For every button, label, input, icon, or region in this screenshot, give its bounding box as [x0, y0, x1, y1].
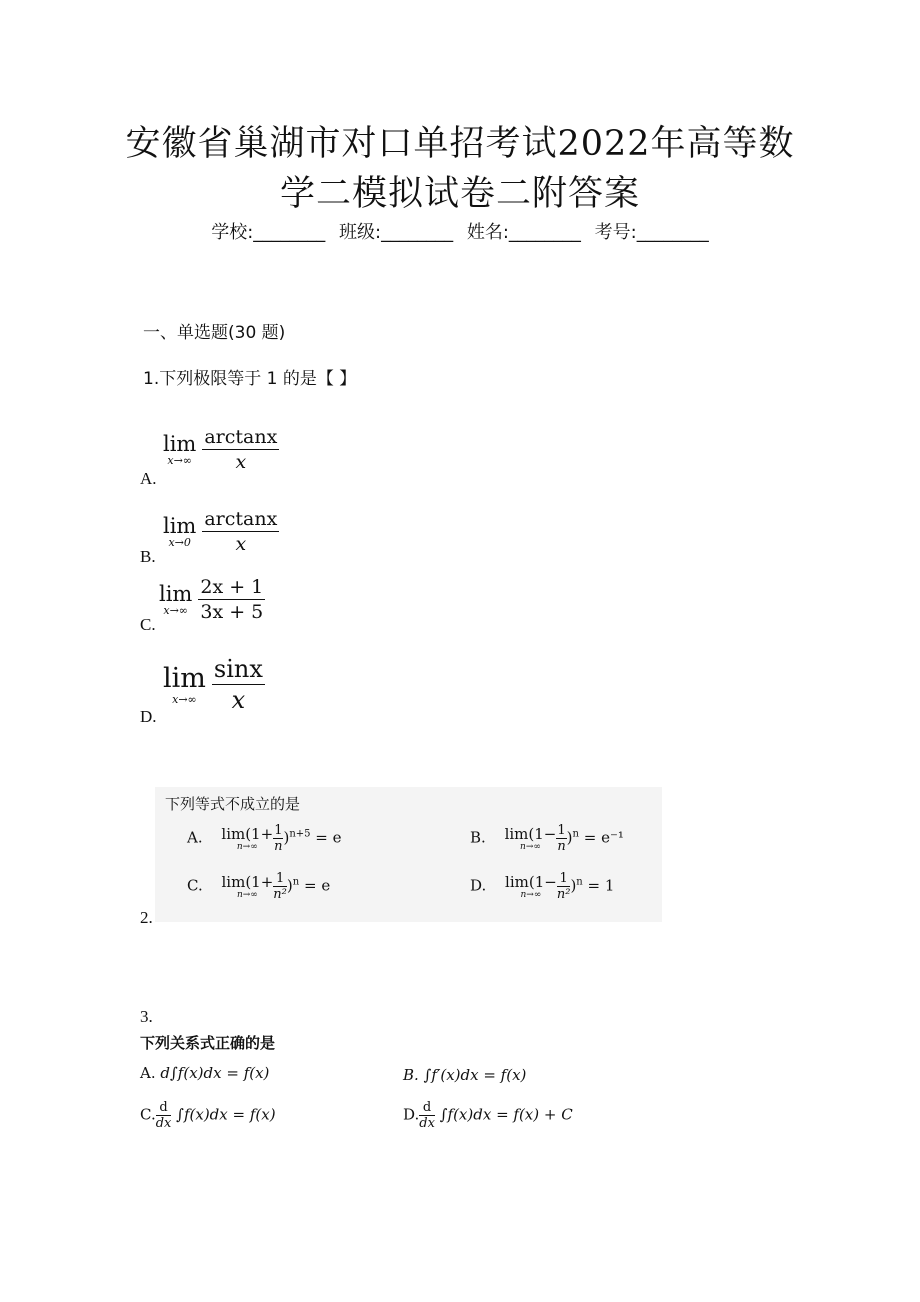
- fraction-denominator: n: [274, 839, 283, 854]
- expr-start: lim(1−: [505, 872, 557, 891]
- exponent: n: [292, 876, 300, 888]
- derivative-denominator: dx: [155, 1116, 172, 1131]
- question-1-stem: 1.下列极限等于 1 的是【 】: [143, 369, 357, 389]
- q3-option-b: [403, 1066, 526, 1084]
- exponent: n: [576, 876, 583, 888]
- q3-option-c: [140, 1100, 276, 1131]
- exponent: n+5: [289, 828, 311, 840]
- option-label: B.: [470, 828, 486, 847]
- expr-close: ): [283, 828, 290, 847]
- class-field: 班级:________: [339, 222, 454, 243]
- fraction-numerator: 1: [274, 823, 283, 838]
- lim-subscript: n→∞: [520, 889, 542, 900]
- question-2-number: 2.: [140, 908, 153, 927]
- expr-rhs: = e: [303, 876, 331, 895]
- exponent: n: [572, 828, 579, 840]
- question-3-number: 3.: [140, 1007, 153, 1026]
- q1-option-b-label: B.: [140, 547, 156, 566]
- lim-subscript: n→∞: [236, 889, 258, 900]
- fraction-denominator: x: [235, 451, 247, 473]
- lim-word: lim: [163, 663, 206, 694]
- exam-number-field: 考号:________: [594, 222, 709, 243]
- lim-subscript: x→0: [168, 536, 191, 549]
- option-expression: d∫f(x)dx = f(x): [160, 1064, 270, 1082]
- q1-option-a-label: A.: [140, 469, 157, 488]
- question-2-stem: 下列等式不成立的是: [165, 795, 301, 813]
- fraction-numerator: sinx: [213, 655, 263, 683]
- q2-option-c: [187, 871, 330, 902]
- option-expression: ∫f(x)dx = f(x) + C: [439, 1105, 573, 1124]
- option-label: D.: [470, 876, 487, 895]
- q2-option-d: [470, 871, 614, 902]
- q2-option-b: [470, 823, 624, 854]
- expr-close: ): [286, 876, 293, 895]
- lim-subscript: x→∞: [167, 454, 192, 467]
- fraction-denominator: n: [557, 839, 566, 854]
- option-label: A.: [140, 1064, 156, 1082]
- expr-close: ): [566, 828, 573, 847]
- q1-option-c-formula: [159, 576, 265, 624]
- lim-word: lim: [163, 432, 197, 456]
- expr-rhs: = 1: [587, 876, 615, 895]
- option-label: A.: [187, 828, 203, 847]
- fraction-numerator: arctanx: [204, 508, 278, 530]
- derivative-denominator: dx: [419, 1116, 435, 1131]
- question-2-image-panel: [155, 787, 662, 922]
- expr-start: lim(1−: [504, 824, 557, 843]
- fraction-numerator: 1: [557, 823, 566, 838]
- option-label: B.: [403, 1066, 419, 1084]
- school-field: 学校:________: [211, 222, 326, 243]
- option-expression: ∫f′(x)dx = f(x): [423, 1066, 527, 1084]
- q2-option-a: [187, 823, 342, 854]
- section-title: 一、单选题(30 题): [143, 323, 286, 343]
- derivative-numerator: d: [419, 1100, 435, 1116]
- lim-subscript: n→∞: [236, 841, 258, 852]
- option-label: C.: [140, 1105, 156, 1124]
- option-label: D.: [403, 1105, 420, 1124]
- lim-subscript: n→∞: [520, 841, 541, 852]
- q1-option-b-formula: [163, 508, 279, 556]
- q3-option-a: [140, 1064, 269, 1082]
- fraction-numerator: arctanx: [204, 426, 278, 448]
- expr-rhs: = e: [315, 828, 342, 847]
- expr-rhs: = e⁻¹: [583, 828, 624, 847]
- fraction-denominator: n²: [273, 887, 287, 902]
- fraction-denominator: 3x + 5: [200, 601, 264, 623]
- document-title-line-2: 学二模拟试卷二附答案: [279, 174, 640, 214]
- lim-subscript: x→∞: [163, 604, 188, 617]
- q1-option-a-formula: [163, 426, 279, 474]
- question-3-stem: 下列关系式正确的是: [140, 1034, 276, 1052]
- fraction-numerator: 2x + 1: [200, 576, 264, 598]
- option-expression: ∫f(x)dx = f(x): [176, 1105, 276, 1124]
- fraction-denominator: x: [231, 686, 246, 714]
- fraction-numerator: 1: [273, 871, 287, 887]
- lim-word: lim: [163, 514, 197, 538]
- q3-option-d: [403, 1100, 573, 1131]
- document-title-line-1: 安徽省巢湖市对口单招考试2022年高等数: [125, 124, 795, 164]
- expr-close: ): [570, 876, 577, 895]
- name-field: 姓名:________: [466, 222, 581, 243]
- lim-subscript: x→∞: [172, 693, 197, 706]
- fraction-denominator: n²: [556, 887, 571, 902]
- q1-option-c-label: C.: [140, 615, 156, 634]
- q1-option-d-label: D.: [140, 707, 157, 726]
- fraction-denominator: x: [235, 533, 247, 555]
- student-info-fields: [0, 218, 920, 244]
- expr-start: lim(1+: [221, 824, 274, 843]
- expr-start: lim(1+: [221, 872, 274, 891]
- lim-word: lim: [159, 582, 193, 606]
- derivative-numerator: d: [156, 1100, 172, 1116]
- fraction-numerator: 1: [557, 871, 571, 887]
- option-label: C.: [187, 876, 203, 895]
- q1-option-d-formula: [163, 655, 265, 715]
